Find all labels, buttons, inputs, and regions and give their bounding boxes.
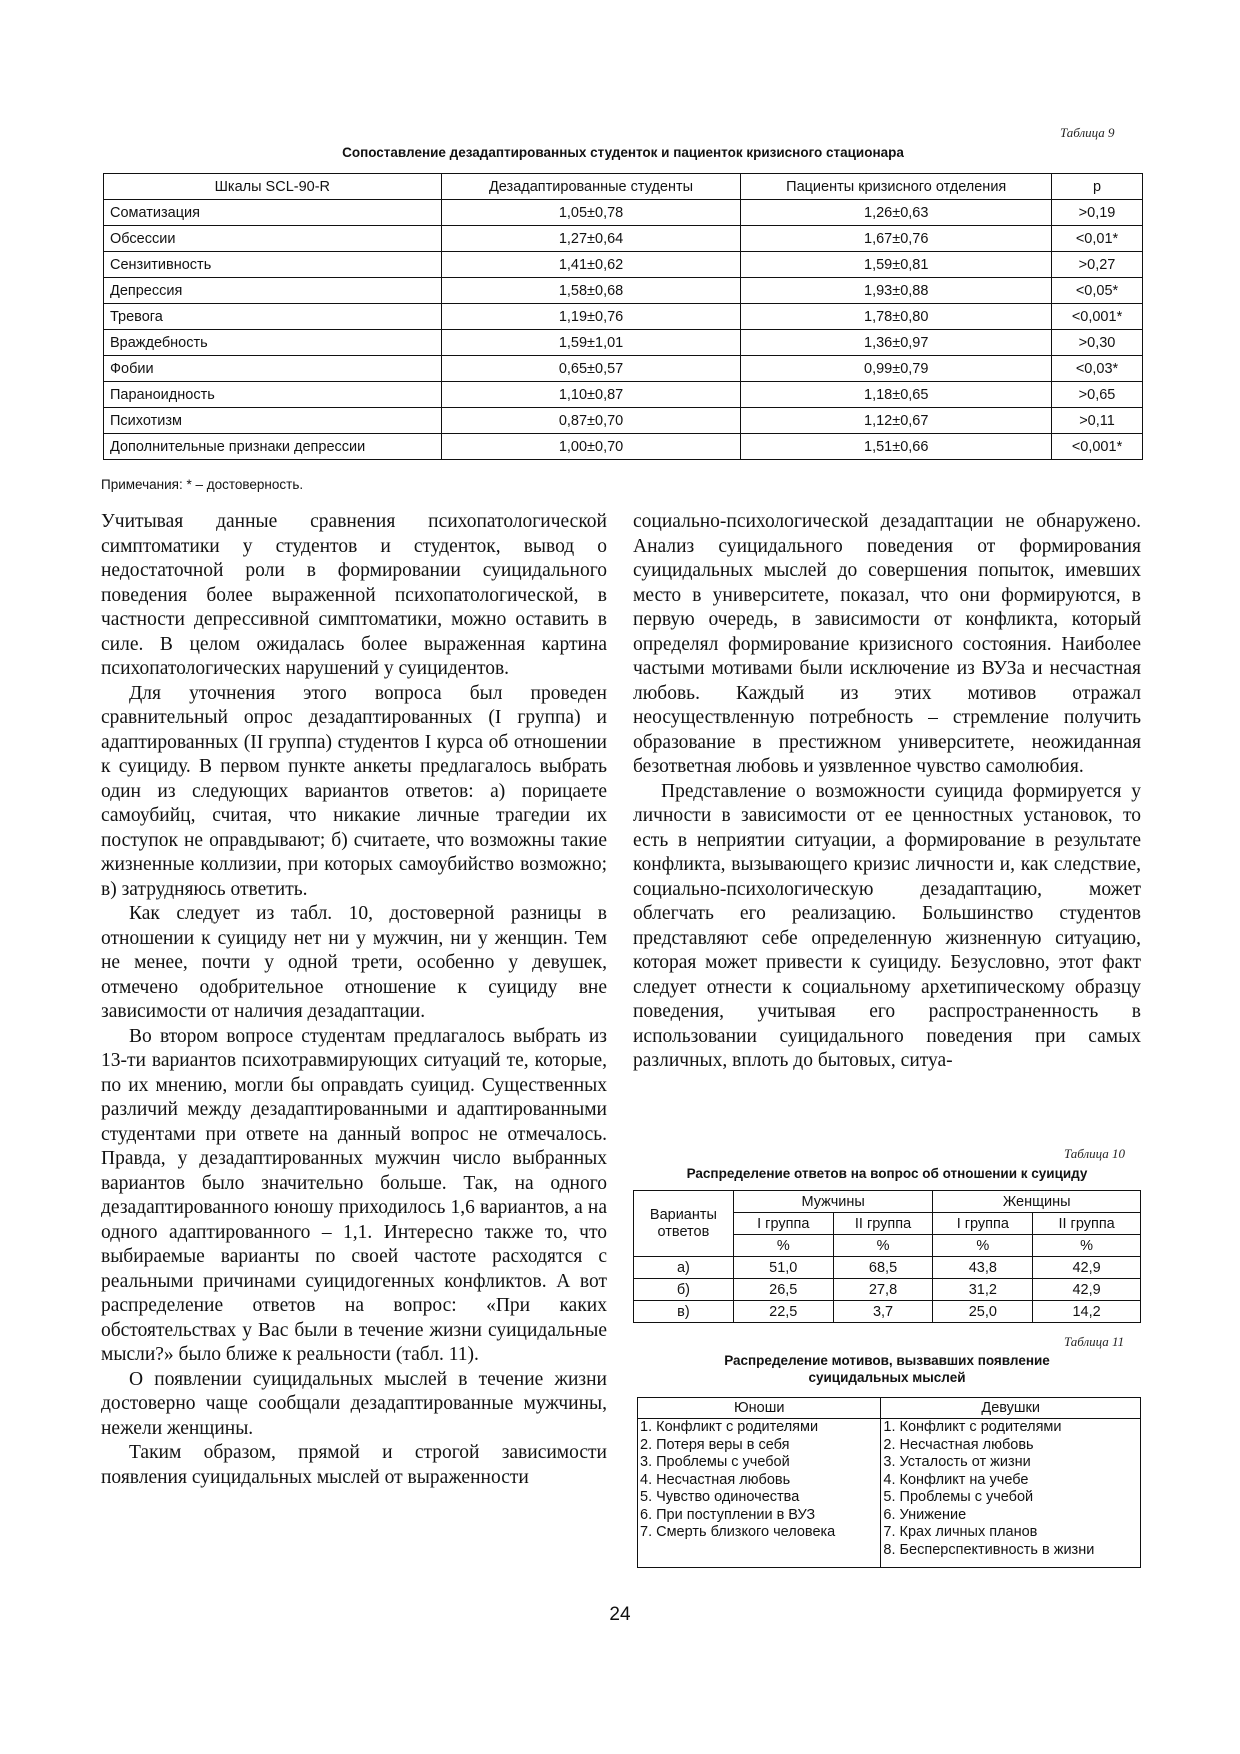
cell-value: 27,8 [833,1279,933,1301]
p-value: >0,30 [1052,330,1143,356]
table11-label: Таблица 11 [1064,1334,1125,1349]
table10-group-header-row [634,1191,1141,1213]
list-item: 6. При поступлении в ВУЗ [640,1506,816,1523]
patients-value: 1,12±0,67 [741,408,1052,434]
table11 [637,1397,1141,1568]
table-row [104,408,1143,434]
list-item: 3. Усталость от жизни [883,1454,1031,1470]
list-item: 7. Смерть близкого человека [640,1524,836,1540]
students-value: 1,10±0,87 [441,382,741,408]
paragraph: Представление о возможности суицида формируется у личности в зависимости от ее ценностных установок, то есть в неприятии ситуации, а формирование в результате конфликта, вызывающего кризис личности и, как следствие, социально-психологическую дезадаптацию, может облегчать его реализацию. Большинство студентов представляют себе определенную жизненную ситуацию, которая может привести к суициду. Безусловно, этот факт следует отнести к социальному архетипическому образцу поведения, учитывая его распространенность в использовании суицидального поведения при самых различных, вплоть до бытовых, ситуа- [633,780,1141,1071]
cell-value: 68,5 [833,1257,933,1279]
table9-header-row [104,174,1143,200]
table9-note: Примечания: * – достоверность. [101,477,304,492]
list-item: 7. Крах личных планов [883,1524,1038,1540]
students-value: 0,65±0,57 [441,356,741,382]
patients-value: 1,36±0,97 [741,330,1052,356]
p-value: <0,03* [1052,356,1143,382]
paragraph: Для уточнения этого вопроса был проведен сравнительный опрос дезадаптированных (I группа) и адаптированных (II группа) студентов I курса об отношении к суициду. В первом пункте анкеты предлагалось выбрать один из следующих вариантов ответов: а) порицаете самоубийц, считая, что никакие личные трагедии их поступок не оправдывают; б) считаете, что возможны такие жизненные коллизии, при которых самоубийство возможно; в) затрудняюсь ответить. [101,682,607,900]
table-row [104,382,1143,408]
cell-value: 3,7 [833,1301,933,1323]
patients-value: 1,59±0,81 [741,252,1052,278]
table11-body-row [638,1419,1141,1568]
table11-title-line1: Распределение мотивов, вызвавших появление [724,1353,1050,1368]
answer-variant: б) [634,1279,734,1301]
table10-label: Таблица 10 [1064,1146,1126,1161]
paragraph: Во втором вопросе студентам предлагалось выбрать из 13-ти вариантов психотравмирующих ситуаций те, которые, по их мнению, могли бы оправдать суицид. Существенных различий между дезадаптированными и адаптированными студентами при ответе на данный вопрос не отмечалось. Правда, у дезадаптированных мужчин число выбранных вариантов было значительно больше. Так, на одного дезадаптированного юношу приходилось 1,6 вариантов, а на одного адаптированного – 1,1. Интересно также то, что выбираемые варианты по своей частоте расходятся с реальными причинами суицидогенных конфликтов. А вот распределение ответов на вопрос: «При каких обстоятельствах у Вас были в течение жизни суицидальные мысли?» было ближе к реальности (табл. 11). [101,1025,607,1365]
list-item: 5. Чувство одиночества [640,1489,800,1505]
patients-value: 1,67±0,76 [741,226,1052,252]
scale-name: Обсессии [104,226,442,252]
page-number: 24 [609,1604,631,1625]
table-row [104,226,1143,252]
scale-name: Психотизм [104,408,442,434]
patients-value: 0,99±0,79 [741,356,1052,382]
list-item: 2. Потеря веры в себя [640,1436,790,1453]
students-value: 1,00±0,70 [441,434,741,460]
students-value: 0,87±0,70 [441,408,741,434]
table11-title-line2: суицидальных мыслей [808,1370,966,1385]
p-value: <0,05* [1052,278,1143,304]
p-value: >0,65 [1052,382,1143,408]
table10-group-women: Женщины [933,1191,1141,1213]
paragraph: Учитывая данные сравнения психопатологической симптоматики у студентов и студенток, вывод о недостаточной роли в формировании суицидального поведения более выраженной психопатологической, в частности депрессивной симптоматики, можно оставить в силе. В целом ожидалась более выраженная картина психопатологических нарушений у суицидентов. [101,511,607,679]
girls-motives-cell [881,1419,1141,1568]
table-row [104,434,1143,460]
patients-value: 1,78±0,80 [741,304,1052,330]
p-value: >0,19 [1052,200,1143,226]
table10-subheader: II группа [833,1213,933,1235]
left-text-column [101,510,607,1490]
students-value: 1,59±1,01 [441,330,741,356]
list-item: 4. Конфликт на учебе [883,1471,1029,1488]
table9-header-scale: Шкалы SCL-90-R [104,174,442,200]
list-item: 8. Бесперспективность в жизни [883,1541,1095,1558]
table10-subheader: II группа [1033,1213,1141,1235]
students-value: 1,19±0,76 [441,304,741,330]
paragraph: социально-психологической дезадаптации не обнаружено. Анализ суицидального поведения от формирования суицидальных мыслей до совершения попыток, имевших место в университете, показал, что они формируются, в первую очередь, в зависимости от конфликта, который определял формирование кризисного состояния. Наиболее частыми мотивами были исключение из ВУЗа и несчастная любовь. Каждый из этих мотивов отражал неосуществленную потребность – стремление получить образование в престижном университете, неожиданная безответная любовь и уязвленное чувство самолюбия. [633,511,1141,777]
list-item: 1. Конфликт с родителями [640,1419,819,1435]
list-item: 2. Несчастная любовь [883,1436,1034,1453]
table11-header-girls: Девушки [881,1398,1141,1419]
patients-value: 1,26±0,63 [741,200,1052,226]
table10-row-header: Варианты ответов [634,1191,734,1257]
list-item: 4. Несчастная любовь [640,1471,791,1488]
table10-title: Распределение ответов на вопрос об отношении к суициду [686,1166,1088,1181]
cell-value: 14,2 [1033,1301,1141,1323]
p-value: <0,01* [1052,226,1143,252]
p-value: <0,001* [1052,434,1143,460]
table9 [103,173,1143,460]
boys-motives-list [640,1419,878,1542]
students-value: 1,58±0,68 [441,278,741,304]
table-row [634,1279,1141,1301]
cell-value: 22,5 [733,1301,833,1323]
table-row [104,200,1143,226]
list-item: 5. Проблемы с учебой [883,1489,1034,1505]
girls-motives-list [883,1419,1138,1559]
table9-title: Сопоставление дезадаптированных студенток и пациенток кризисного стационара [342,145,904,160]
students-value: 1,27±0,64 [441,226,741,252]
table-row [634,1257,1141,1279]
table-row [104,356,1143,382]
right-text-column [633,510,1141,1074]
students-value: 1,05±0,78 [441,200,741,226]
paragraph: Таким образом, прямой и строгой зависимости появления суицидальных мыслей от выраженности [101,1442,607,1488]
scale-name: Депрессия [104,278,442,304]
list-item: 3. Проблемы с учебой [640,1454,790,1470]
table-row [104,330,1143,356]
cell-value: 25,0 [933,1301,1033,1323]
cell-value: 31,2 [933,1279,1033,1301]
table10-unit: % [833,1235,933,1257]
cell-value: 26,5 [733,1279,833,1301]
table11-header-boys: Юноши [638,1398,881,1419]
table9-header-p: p [1052,174,1143,200]
table-row [104,278,1143,304]
cell-value: 42,9 [1033,1279,1141,1301]
table10-unit: % [933,1235,1033,1257]
cell-value: 43,8 [933,1257,1033,1279]
p-value: >0,27 [1052,252,1143,278]
patients-value: 1,51±0,66 [741,434,1052,460]
scale-name: Параноидность [104,382,442,408]
table9-header-patients: Пациенты кризисного отделения [741,174,1052,200]
table9-label: Таблица 9 [1060,125,1115,140]
scale-name: Соматизация [104,200,442,226]
scale-name: Враждебность [104,330,442,356]
patients-value: 1,18±0,65 [741,382,1052,408]
table-row [634,1301,1141,1323]
table9-header-students: Дезадаптированные студенты [441,174,741,200]
paragraph: Как следует из табл. 10, достоверной разницы в отношении к суициду нет ни у мужчин, ни у женщин. Тем не менее, почти у одной трети, особенно у девушек, отмечено одобрительное отношение к суициду вне зависимости от наличия дезадаптации. [101,903,607,1022]
table10 [633,1190,1141,1323]
table10-subheader: I группа [733,1213,833,1235]
list-item: 6. Унижение [883,1506,967,1523]
table10-group-men: Мужчины [733,1191,933,1213]
scale-name: Дополнительные признаки депрессии [104,434,442,460]
table-row [104,252,1143,278]
students-value: 1,41±0,62 [441,252,741,278]
table11-title [633,1352,1141,1386]
scale-name: Тревога [104,304,442,330]
table10-unit: % [733,1235,833,1257]
cell-value: 42,9 [1033,1257,1141,1279]
table10-subheader: I группа [933,1213,1033,1235]
paragraph: О появлении суицидальных мыслей в течение жизни достоверно чаще сообщали дезадаптированные мужчины, нежели женщины. [101,1368,607,1439]
answer-variant: в) [634,1301,734,1323]
answer-variant: а) [634,1257,734,1279]
scale-name: Фобии [104,356,442,382]
list-item: 1. Конфликт с родителями [883,1419,1062,1435]
table11-header-row [638,1398,1141,1419]
p-value: <0,001* [1052,304,1143,330]
patients-value: 1,93±0,88 [741,278,1052,304]
table-row [104,304,1143,330]
p-value: >0,11 [1052,408,1143,434]
scale-name: Сензитивность [104,252,442,278]
boys-motives-cell [638,1419,881,1568]
table10-unit: % [1033,1235,1141,1257]
cell-value: 51,0 [733,1257,833,1279]
